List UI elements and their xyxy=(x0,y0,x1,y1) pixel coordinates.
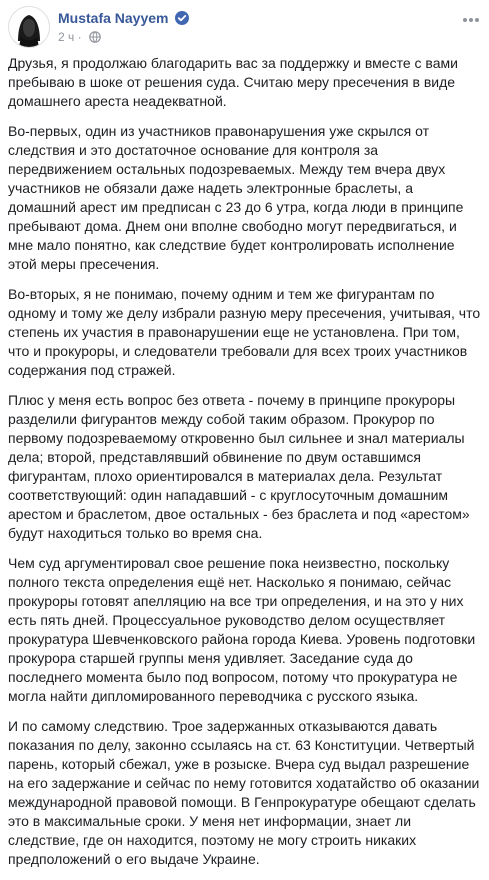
author-name-link[interactable] xyxy=(58,9,189,27)
post-header xyxy=(8,6,481,50)
globe-icon[interactable] xyxy=(89,31,101,43)
post-paragraph: И по самому следствию. Трое задержанных отказываются давать показания по делу, законно ссылаясь на ст. 63 Конституции. Четвертый парень, который сбежал, уже в розыске. Вчера суд выдал разрешение на его задержание и сейчас по нему готовится ходатайство об оказании международной правовой помощи. В Генпрокуратуре обещают сделать это в максимальные сроки. У меня нет информации, знает ли следствие, где он находится, поэтому не могу строить никаких предположений о его выдаче Украине. xyxy=(8,718,480,867)
post-paragraph: Во-первых, один из участников правонарушения уже скрылся от следствия и это достаточное основание для контроля за передвижением остальных подозреваемых. Между тем вчера двух участников не обязали даже надеть электронные браслеты, а домашний арест им предписан с 23 до 6 утра, когда люди в принципе пребывают дома. Днем они вполне свободно могут передвигаться, и мне мало понятно, как следствие будет контролировать исполнение этой меры пресечения. xyxy=(8,123,464,272)
post-timestamp-link[interactable]: 2 ч xyxy=(58,30,75,44)
avatar-portrait-icon xyxy=(9,7,49,47)
more-options-icon[interactable] xyxy=(461,12,481,26)
post-paragraph: Друзья, я продолжаю благодарить вас за поддержку и вместе с вами пребываю в шоке от решения суда. Считаю меру пресечения в виде домашнего ареста неадекватной. xyxy=(8,55,458,109)
post-paragraph: Чем суд аргументировал свое решение пока неизвестно, поскольку полного текста определения ещё нет. Насколько я понимаю, сейчас прокуроры готовят апелляцию на все три определения, и на это у них есть пять дней. Процессуальное руководство делом осуществляет прокуратура Шевченковского района города Киева. Уровень подготовки прокурора старшей группы меня удивляет. Заседание суда до последнего момента было под вопросом, потому что прокуратура не могла найти дипломированного переводчика с русского языка. xyxy=(8,555,476,704)
author-name: Mustafa Nayyem xyxy=(58,10,169,26)
post-paragraph: Плюс у меня есть вопрос без ответа - почему в принципе прокуроры разделили фигурантов между собой таким образом. Прокурор по первому подозреваемому откровенно был сильнее и знал материалы дела; второй, представлявший обвинение по двум оставшимся фигурантам, плохо ориентировался в материалах дела. Результат соответствующий: один нападавший - с круглосуточным домашним арестом и браслетом, двое остальных - без браслета и под «арестом» будут находиться только во время сна. xyxy=(8,392,470,541)
post-paragraph: Во-вторых, я не понимаю, почему одним и тем же фигурантам по одному и тому же делу избрали разную меру пресечения, учитывая, что степень их участия в правонарушении еще не установлена. При том, что и прокуроры, и следователи требовали для всех троих участников содержания под стражей. xyxy=(8,286,481,378)
post-text xyxy=(8,54,481,880)
avatar[interactable] xyxy=(8,6,50,48)
post-meta: 2 ч · xyxy=(58,29,101,45)
verified-badge-icon xyxy=(175,11,189,25)
